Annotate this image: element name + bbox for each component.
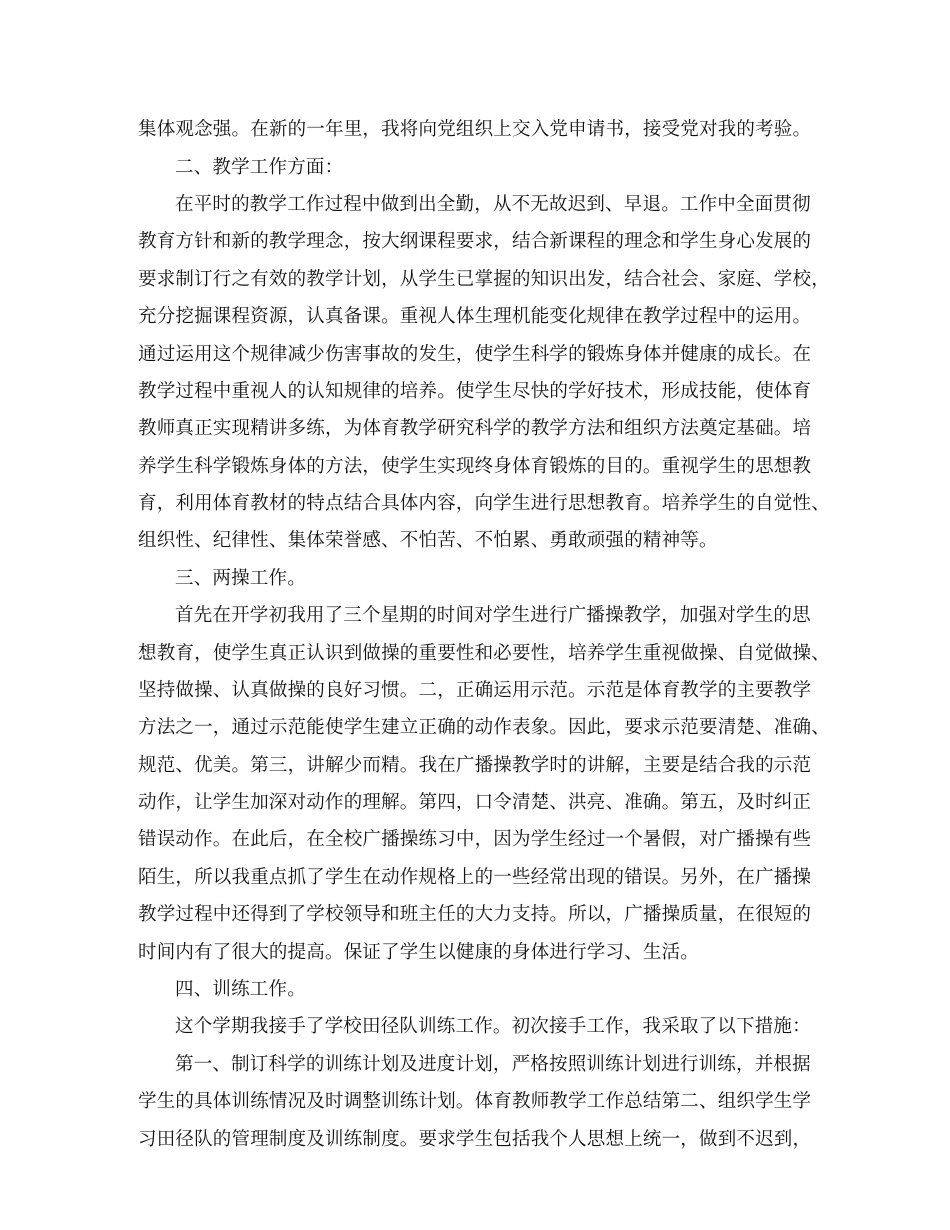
text-line: 要求制订行之有效的教学计划，从学生已掌握的知识出发，结合社会、家庭、学校，	[138, 269, 830, 290]
text-line: 时间内有了很大的提高。保证了学生以健康的身体进行学习、生活。	[138, 942, 700, 963]
text-line: 教育方针和新的教学理念，按大纲课程要求，结合新课程的理念和学生身心发展的	[138, 231, 812, 252]
text-line: 充分挖掘课程资源，认真备课。重视人体生理机能变化规律在教学过程中的运用。	[138, 306, 812, 327]
text-line: 这个学期我接手了学校田径队训练工作。初次接手工作，我采取了以下措施：	[175, 1016, 811, 1037]
text-line: 教师真正实现精讲多练，为体育教学研究科学的教学方法和组织方法奠定基础。培	[138, 418, 812, 439]
text-line: 首先在开学初我用了三个星期的时间对学生进行广播操教学，加强对学生的思	[175, 605, 811, 626]
text-line: 集体观念强。在新的一年里，我将向党组织上交入党申请书，接受党对我的考验。	[138, 119, 812, 140]
text-line: 方法之一，通过示范能使学生建立正确的动作表象。因此，要求示范要清楚、准确、	[138, 717, 830, 738]
section-heading: 四、训练工作。	[175, 979, 306, 1000]
text-line: 动作，让学生加深对动作的理解。第四，口令清楚、洪亮、准确。第五，及时纠正	[138, 792, 812, 813]
text-line: 错误动作。在此后，在全校广播操练习中，因为学生经过一个暑假，对广播操有些	[138, 829, 812, 850]
text-line: 第一、制订科学的训练计划及进度计划，严格按照训练计划进行训练，并根据	[175, 1054, 811, 1075]
text-line: 学生的具体训练情况及时调整训练计划。体育教师教学工作总结第二、组织学生学	[138, 1091, 812, 1112]
text-line: 习田径队的管理制度及训练制度。要求学生包括我个人思想上统一，做到不迟到，	[138, 1129, 812, 1150]
section-heading: 三、两操工作。	[175, 568, 306, 589]
text-line: 组织性、纪律性、集体荣誉感、不怕苦、不怕累、勇敢顽强的精神等。	[138, 530, 718, 551]
text-line: 规范、优美。第三，讲解少而精。我在广播操教学时的讲解，主要是结合我的示范	[138, 755, 812, 776]
text-line: 通过运用这个规律减少伤害事故的发生，使学生科学的锻炼身体并健康的成长。在	[138, 344, 812, 365]
text-line: 育，利用体育教材的特点结合具体内容，向学生进行思想教育。培养学生的自觉性、	[138, 493, 830, 514]
text-line: 坚持做操、认真做操的良好习惯。二，正确运用示范。示范是体育教学的主要教学	[138, 680, 812, 701]
text-line: 教学过程中重视人的认知规律的培养。使学生尽快的学好技术，形成技能，使体育	[138, 381, 812, 402]
text-line: 养学生科学锻炼身体的方法，使学生实现终身体育锻炼的目的。重视学生的思想教	[138, 456, 812, 477]
text-line: 教学过程中还得到了学校领导和班主任的大力支持。所以，广播操质量，在很短的	[138, 904, 812, 925]
text-line: 在平时的教学工作过程中做到出全勤，从不无故迟到、早退。工作中全面贯彻	[175, 194, 811, 215]
text-line: 陌生，所以我重点抓了学生在动作规格上的一些经常出现的错误。另外，在广播操	[138, 867, 812, 888]
text-line: 想教育，使学生真正认识到做操的重要性和必要性，培养学生重视做操、自觉做操、	[138, 643, 830, 664]
section-heading: 二、教学工作方面：	[175, 157, 344, 178]
